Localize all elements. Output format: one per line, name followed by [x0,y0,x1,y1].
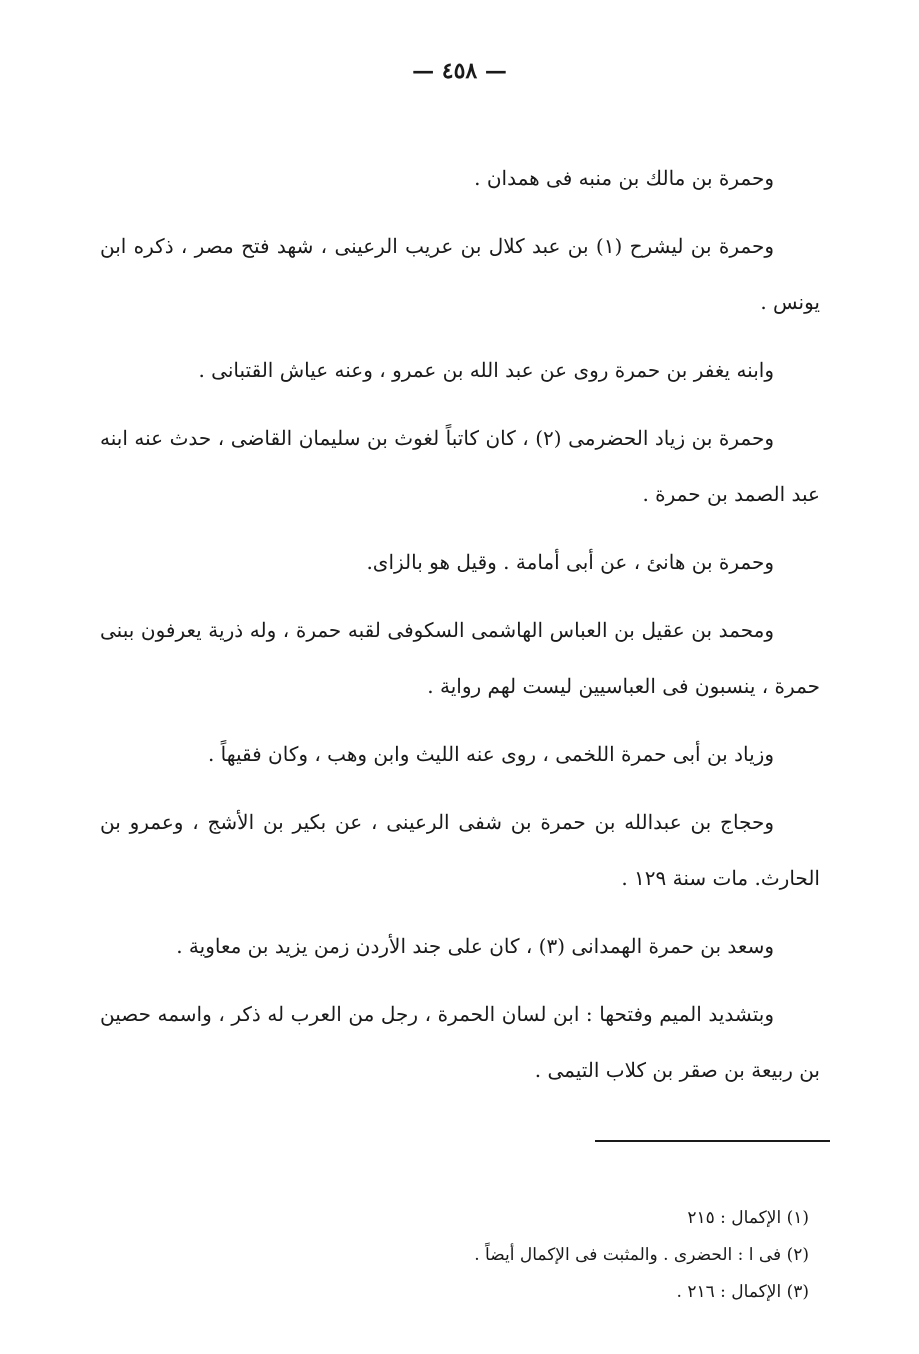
paragraph-saad-ibn-hamra: وسعد بن حمرة الهمدانى (٣) ، كان على جند الأردن زمن يزيد بن معاوية . [176,934,774,958]
body-text [100,150,820,1110]
paragraph-ziyad-ibn-abi-hamra: وزياد بن أبى حمرة اللخمى ، روى عنه الليث وابن وهب ، وكان فقيهاً . [207,742,774,766]
footnote-2: (٢) فى ا : الحضرى . والمثبت فى الإكمال أيضاً . [474,1245,809,1265]
page-number: — ٤٥٨ — [412,58,507,84]
footnote-divider [595,1140,830,1142]
paragraph-hamra-ibn-ziyad: وحمرة بن زياد الحضرمى (٢) ، كان كاتباً لغوث بن سليمان القاضى ، حدث عنه ابنه عبد الصمد بن حمرة . [100,426,820,506]
paragraph-hajjaj-ibn-abdallah: وحجاج بن عبدالله بن حمرة بن شفى الرعينى ، عن بكير بن الأشج ، وعمرو بن الحارث. مات سنة ١٢٩ . [100,810,820,890]
footnote-1: (١) الإكمال : ٢١٥ [687,1208,809,1228]
paragraph-hamra-ibn-layashrah: وحمرة بن ليشرح (١) بن عبد كلال بن عريب الرعينى ، شهد فتح مصر ، ذكره ابن يونس . [100,234,820,314]
paragraph-hamra-ibn-hani: وحمرة بن هانئ ، عن أبى أمامة . وقيل هو بالزاى. [366,550,774,574]
paragraph-yaghfur-ibn-hamra: وابنه يغفر بن حمرة روى عن عبد الله بن عمرو ، وعنه عياش القتبانى . [198,358,774,382]
paragraph-ibn-lisan-al-hammara: وبتشديد الميم وفتحها : ابن لسان الحمرة ، رجل من العرب له ذكر ، واسمه حصين بن ربيعة بن صقر بن كلاب التيمى . [100,1002,820,1082]
paragraph-hamra-ibn-malik: وحمرة بن مالك بن منبه فى همدان . [474,166,774,190]
footnotes [309,1200,809,1311]
footnote-3: (٣) الإكمال : ٢١٦ . [676,1282,809,1302]
paragraph-muhammad-ibn-aqil: ومحمد بن عقيل بن العباس الهاشمى السكوفى لقبه حمرة ، وله ذرية يعرفون ببنى حمرة ، ينسبون فى العباسيين ليست لهم رواية . [100,618,820,698]
